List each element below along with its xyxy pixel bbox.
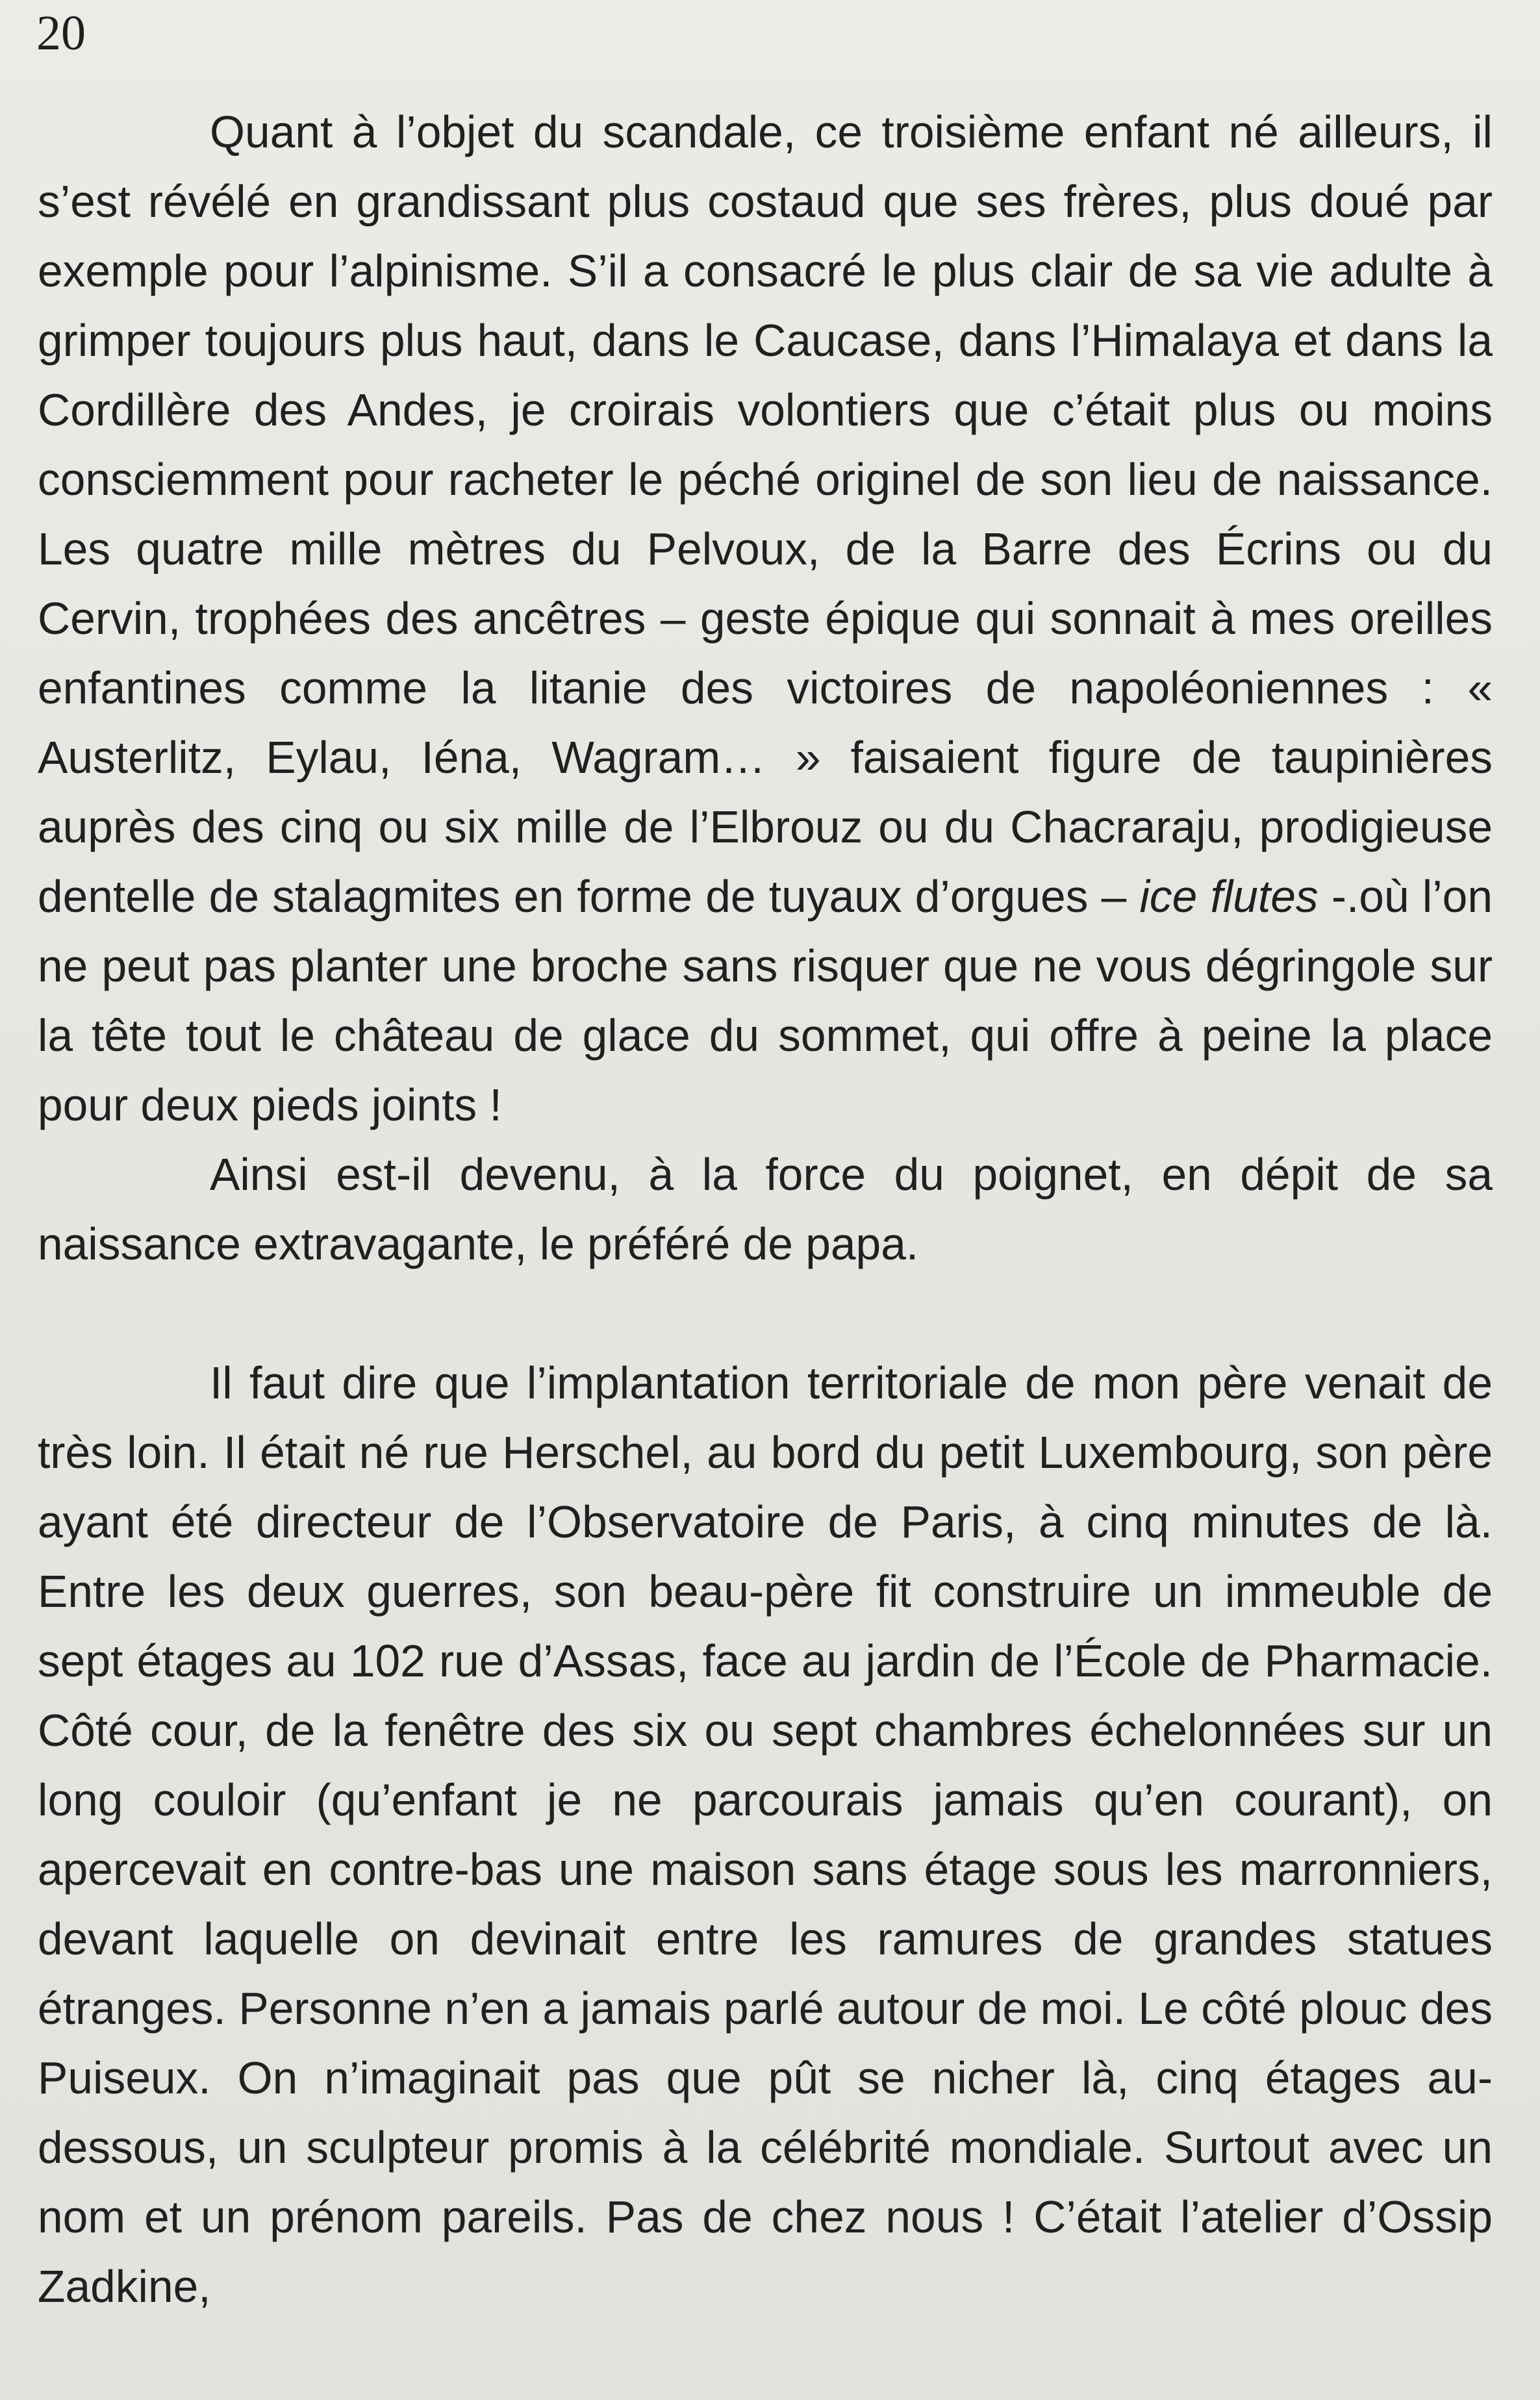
paragraph-1-text-start: Quant à l’objet du scandale, ce troisième enfant né ailleurs, il s’est révélé en grandissant plus costaud que ses frères, plus doué par exemple pour l’alpinisme. S’il a consacré le plus clair de sa vie adulte à grimper toujours plus haut, dans le Caucase, dans l’Himalaya et dans la Cordillère des Andes, je croirais volontiers que c’était plus ou moins consciemment pour racheter le péché originel de son lieu de naissance. Les quatre mille mètres du Pelvoux, de la Barre des Écrins ou du Cervin, trophées des ancêtres – geste épique qui sonnait à mes oreilles enfantines comme la litanie des victoires de napoléoniennes : « Austerlitz, Eylau, Iéna, Wagram… » faisaient figure de taupinières auprès des cinq ou six mille de l’Elbrouz ou du Chacraraju, prodigieuse dentelle de stalagmites en forme de tuyaux d’orgues – [38, 107, 1493, 922]
paragraph-3: Il faut dire que l’implantation territoriale de mon père venait de très loin. Il était né rue Herschel, au bord du petit Luxembourg, son père ayant été directeur de l’Observatoire de Paris, à cinq minutes de là. Entre les deux guerres, son beau-père fit construire un immeuble de sept étages au 102 rue d’Assas, face au jardin de l’École de Pharmacie. Côté cour, de la fenêtre des six ou sept chambres échelonnées sur un long couloir (qu’enfant je ne parcourais jamais qu’en courant), on apercevait en contre-bas une maison sans étage sous les marronniers, devant laquelle on devinait entre les ramures de grandes statues étranges. Personne n’en a jamais parlé autour de moi. Le côté plouc des Puiseux. On n’imaginait pas que pût se nicher là, cinq étages au-dessous, un sculpteur promis à la célébrité mondiale. Surtout avec un nom et un prénom pareils. Pas de chez nous ! C’était l’atelier d’Ossip Zadkine, [38, 1358, 1493, 2312]
paragraph-1-text-end: -.où l’on ne peut pas planter une broche sans risquer que ne vous dégringole sur la tête tout le château de glace du sommet, qui offre à peine la place pour deux pieds joints ! [38, 871, 1493, 1130]
paragraph-2: Ainsi est-il devenu, à la force du poignet, en dépit de sa naissance extravagante, le préféré de papa. [38, 1149, 1493, 1269]
body-text [38, 97, 1493, 2321]
paragraph-1 [38, 97, 1493, 1140]
page-number: 20 [36, 6, 86, 60]
paragraph-1-italic-phrase: ice flutes [1139, 871, 1319, 922]
